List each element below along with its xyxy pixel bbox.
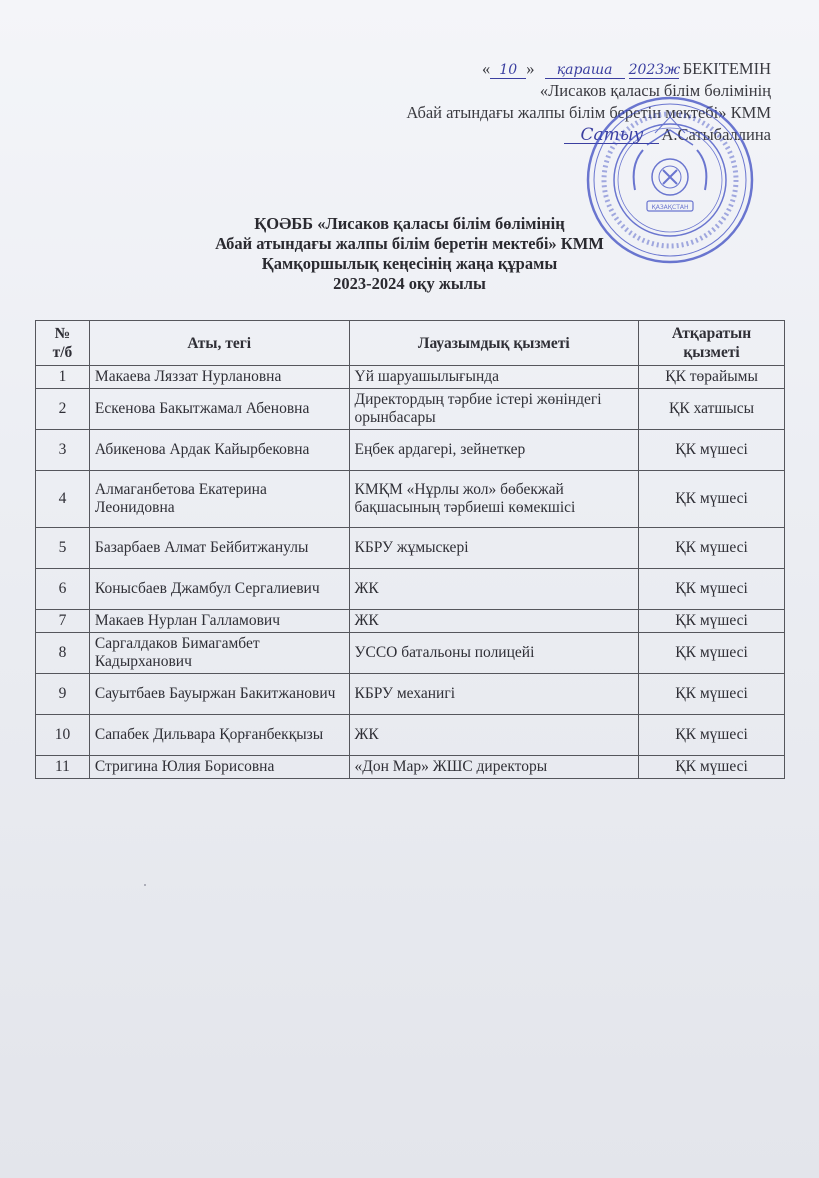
row-position: КБРУ жұмыскері [349, 528, 639, 569]
row-num: 4 [36, 471, 90, 528]
row-num: 5 [36, 528, 90, 569]
header-role-line2: қызметі [683, 344, 740, 361]
row-num: 6 [36, 569, 90, 610]
table-row [36, 633, 785, 674]
row-num: 10 [36, 715, 90, 756]
signer-name: А.Сатыбаллина [661, 125, 771, 144]
row-position: ЖК [349, 610, 639, 633]
row-num: 1 [36, 366, 90, 389]
handwritten-year: 2023ж [628, 62, 681, 78]
handwritten-day: 10 [490, 62, 526, 79]
header-num [36, 321, 90, 366]
approval-org-line2: Абай атындағы жалпы білім беретін мектебі» КММ [406, 103, 771, 122]
row-name: Макаев Нурлан Галламович [89, 610, 349, 633]
row-position: Директордың тәрбие істері жөніндегі орынбасары [349, 389, 639, 430]
header-role [639, 321, 785, 366]
row-position: КМҚМ «Нұрлы жол» бөбекжай бақшасының тәрбиеші көмекшісі [349, 471, 639, 528]
document-title [0, 214, 819, 294]
row-num: 11 [36, 756, 90, 779]
row-name: Базарбаев Алмат Бейбитжанулы [89, 528, 349, 569]
approval-org-line1: «Лисаков қаласы білім бөлімінің [539, 81, 771, 100]
row-role: ҚК хатшысы [639, 389, 785, 430]
row-position: ЖК [349, 569, 639, 610]
header-name: Аты, тегі [89, 321, 349, 366]
table-row [36, 528, 785, 569]
row-role: ҚК мүшесі [639, 715, 785, 756]
table-row [36, 674, 785, 715]
table-row [36, 715, 785, 756]
table-row [36, 366, 785, 389]
row-role: ҚК мүшесі [639, 610, 785, 633]
row-name: Конысбаев Джамбул Сергалиевич [89, 569, 349, 610]
row-name: Стригина Юлия Борисовна [89, 756, 349, 779]
table-row [36, 756, 785, 779]
row-role: ҚК төрайымы [639, 366, 785, 389]
approved-label: БЕКІТЕМІН [682, 59, 771, 78]
row-role: ҚК мүшесі [639, 528, 785, 569]
paper-speck [144, 884, 146, 886]
approval-signature-line [406, 124, 771, 146]
approval-date-line [406, 58, 771, 80]
row-role: ҚК мүшесі [639, 756, 785, 779]
close-quote: » [526, 59, 535, 78]
row-name: Сауытбаев Бауыржан Бакитжанович [89, 674, 349, 715]
row-name: Макаева Ляззат Нурлановна [89, 366, 349, 389]
row-num: 8 [36, 633, 90, 674]
table-row [36, 471, 785, 528]
table-row [36, 569, 785, 610]
row-name: Сапабек Дильвара Қорғанбекқызы [89, 715, 349, 756]
row-name: Ескенова Бакытжамал Абеновна [89, 389, 349, 430]
header-position: Лауазымдық қызметі [349, 321, 639, 366]
handwritten-month: қараша [545, 62, 625, 79]
row-role: ҚК мүшесі [639, 430, 785, 471]
header-num-line1: № [54, 325, 71, 342]
row-role: ҚК мүшесі [639, 633, 785, 674]
row-position: Еңбек ардагері, зейнеткер [349, 430, 639, 471]
table-row [36, 430, 785, 471]
table-header-row [36, 321, 785, 366]
row-num: 9 [36, 674, 90, 715]
handwritten-signature: Сатыу [564, 127, 659, 144]
title-line-1: ҚОӘББ «Лисаков қаласы білім бөлімінің [254, 214, 565, 233]
row-position: КБРУ механигі [349, 674, 639, 715]
row-num: 3 [36, 430, 90, 471]
row-position: ЖК [349, 715, 639, 756]
header-num-line2: т/б [52, 344, 73, 361]
approval-block [406, 58, 771, 146]
row-name: Саргалдаков Бимагамбет Кадырханович [89, 633, 349, 674]
row-num: 7 [36, 610, 90, 633]
stamp-text: ҚАЗАҚСТАН [651, 204, 689, 211]
row-position: УССО батальоны полицейі [349, 633, 639, 674]
members-table [35, 320, 785, 779]
header-role-line1: Атқаратын [671, 325, 752, 342]
row-position: Үй шаруашылығында [349, 366, 639, 389]
row-role: ҚК мүшесі [639, 471, 785, 528]
title-line-3: Қамқоршылық кеңесінің жаңа құрамы [261, 254, 558, 273]
row-role: ҚК мүшесі [639, 569, 785, 610]
row-name: Алмаганбетова Екатерина Леонидовна [89, 471, 349, 528]
row-position: «Дон Мар» ЖШС директоры [349, 756, 639, 779]
row-num: 2 [36, 389, 90, 430]
table-row [36, 610, 785, 633]
title-line-2: Абай атындағы жалпы білім беретін мектебі» КММ [215, 234, 604, 253]
open-quote: « [481, 59, 491, 78]
row-role: ҚК мүшесі [639, 674, 785, 715]
table-row [36, 389, 785, 430]
title-line-4: 2023-2024 оқу жылы [333, 274, 486, 293]
row-name: Абикенова Ардак Кайырбековна [89, 430, 349, 471]
